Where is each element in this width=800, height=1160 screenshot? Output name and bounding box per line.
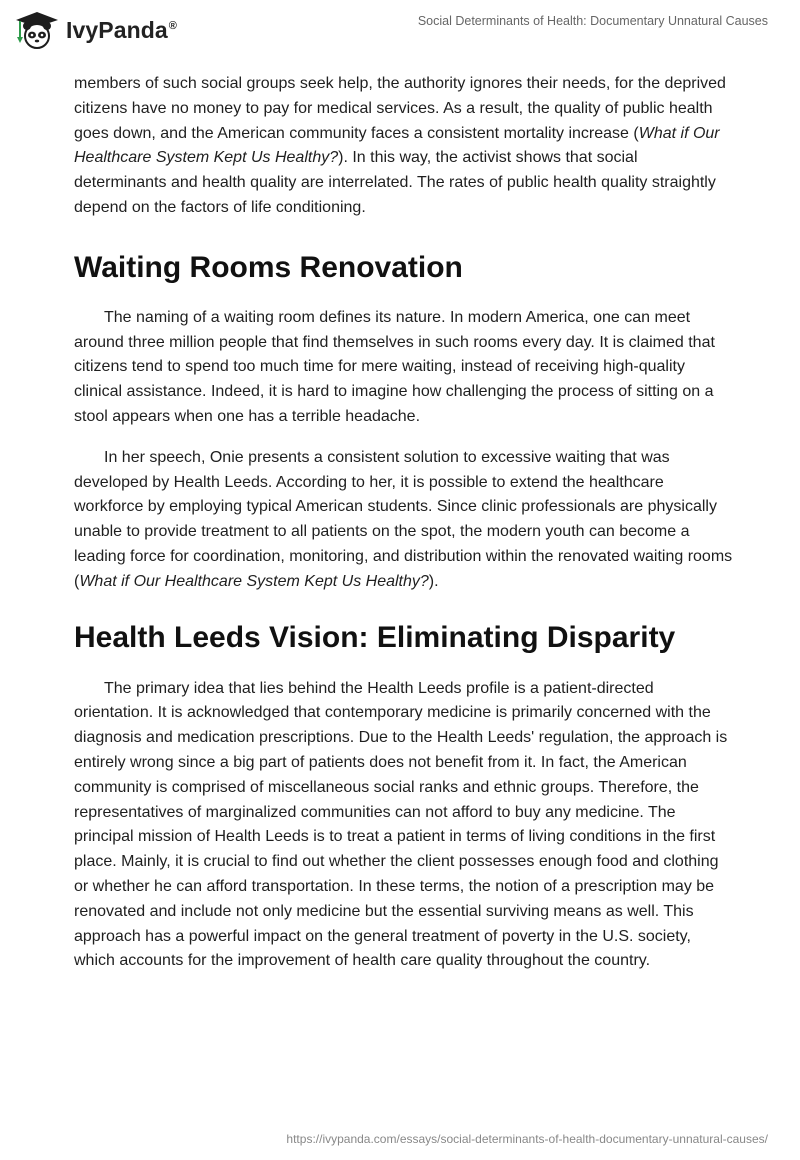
citation: What if Our Healthcare System Kept Us Healthy? xyxy=(79,572,429,590)
document-title: Social Determinants of Health: Documentary Unnatural Causes xyxy=(417,14,768,28)
page-header xyxy=(0,0,800,70)
section-heading: Health Leeds Vision: Eliminating Disparity xyxy=(74,620,676,654)
brand-logo[interactable] xyxy=(14,10,177,50)
intro-paragraph: members of such social groups seek help, the authority ignores their needs, for the deprived citizens have no money to pay for medical services. As a result, the quality of public health goes down, and the American community faces a consistent mortality increase (What if Our Healthcare System Kept Us Healthy?). In this way, the activist shows that social determinants and health quality are interrelated. The rates of public health quality straightly depend on the factors of life conditioning. xyxy=(74,75,726,216)
section-paragraph: The primary idea that lies behind the Health Leeds profile is a patient-directed orientation. It is acknowledged that contemporary medicine is primarily concerned with the diagnosis and medication prescriptions. Due to the Health Leeds' regulation, the approach is entirely wrong since a big part of patients does not benefit from it. In fact, the American community is comprised of miscellaneous social ranks and ethnic groups. Therefore, the representatives of marginalized communities can not afford to buy any medicine. The principal mission of Health Leeds is to treat a patient in terms of living conditions in the first place. Mainly, it is crucial to find out whether the client possesses enough food and clothing or whether he can afford transportation. In these terms, the notion of a prescription may be renovated and include not only medicine but the essential surviving means as well. This approach has a powerful impact on the general treatment of poverty in the U.S. society, which accounts for the improvement of health care quality throughout the country. xyxy=(74,679,728,970)
panda-mascot-icon xyxy=(14,10,60,50)
section-heading: Waiting Rooms Renovation xyxy=(74,250,463,284)
citation: What if Our Healthcare System Kept Us Healthy? xyxy=(74,124,720,167)
source-url[interactable]: https://ivypanda.com/essays/social-determinants-of-health-documentary-unnatural-causes/ xyxy=(286,1132,768,1146)
section-paragraph: The naming of a waiting room defines its nature. In modern America, one can meet around three million people that find themselves in such rooms every day. It is claimed that citizens tend to spend too much time for mere waiting, instead of receiving high-quality clinical assistance. Indeed, it is hard to imagine how challenging the process of sitting on a stool appears when one has a terrible headache. xyxy=(74,308,715,425)
brand-name: IvyPanda® xyxy=(66,16,178,43)
section-paragraph: In her speech, Onie presents a consistent solution to excessive waiting that was developed by Health Leeds. According to her, it is possible to extend the healthcare workforce by employing typical American students. Since clinic professionals are physically unable to provide treatment to all patients on the spot, the modern youth can become a leading force for coordination, monitoring, and distribution within the renovated waiting rooms (What if Our Healthcare System Kept Us Healthy?). xyxy=(74,448,733,590)
essay-content xyxy=(74,72,734,974)
